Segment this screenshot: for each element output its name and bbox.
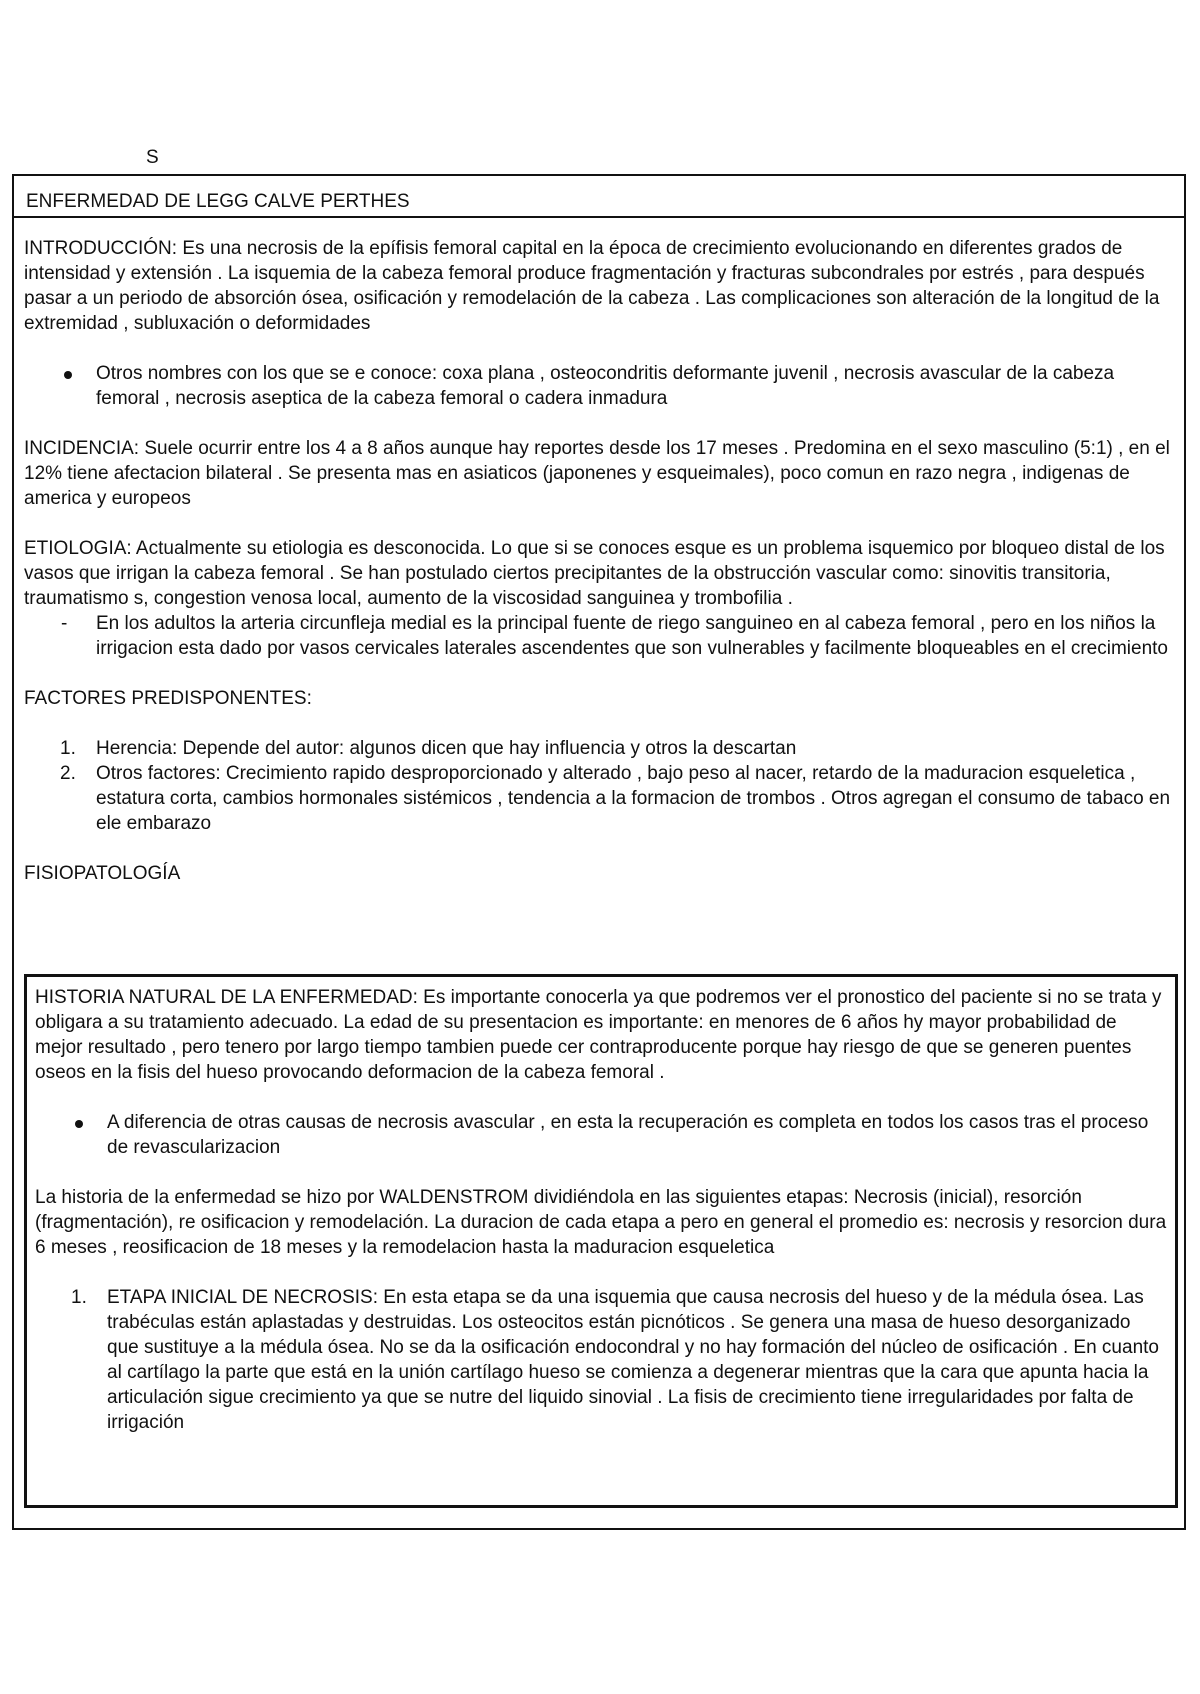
waldenstrom-paragraph: La historia de la enfermedad se hizo por WALDENSTROM dividiéndola en las siguientes etapas: Necrosis (inicial), resorción (fragmentación), re osificacion y remodelación. La duracion de cada etapa a pero en general el promedio es: necrosis y resorcion dura 6 meses , reosificacion de 18 meses y la remodelacion hasta la maduracion esqueletica — [35, 1187, 1167, 1258]
factor-item — [24, 761, 1180, 836]
historia-bullet-text: A diferencia de otras causas de necrosis avascular , en esta la recuperación es completa en todos los casos tras el proceso de revascularizacion — [107, 1112, 1149, 1158]
etiologia-dash-item — [24, 611, 1180, 661]
etiologia-paragraph: ETIOLOGIA: Actualmente su etiologia es desconocida. Lo que si se conoces esque es un problema isquemico por bloqueo distal de los vasos que irrigan la cabeza femoral . Se han postulado ciertos precipitantes de la obstrucción vascular como: sinovitis transitoria, traumatismo s, congestion venosa local, aumento de la viscosidad sanguinea y trombofilia . — [24, 538, 1165, 609]
introduccion-paragraph: INTRODUCCIÓN: Es una necrosis de la epífisis femoral capital en la época de crecimiento evolucionando en diferentes grados de intensidad y extensión . La isquemia de la cabeza femoral produce fragmentación y fracturas subcondrales por estrés , para después pasar a un periodo de absorción ósea, osificación y remodelación de la cabeza . Las complicaciones son alteración de la longitud de la extremidad , subluxación o deformidades — [24, 238, 1160, 334]
historia-bullet-item — [35, 1110, 1167, 1160]
historia-intro: HISTORIA NATURAL DE LA ENFERMEDAD: Es importante conocerla ya que podremos ver el pronostico del paciente si no se trata y obligara a su tratamiento adecuado. La edad de su presentacion es importante: en menores de 6 años hy mayor probabilidad de mejor resultado , pero tenero por largo tiempo tambien puede cer contraproducente porque hay riesgo de que se generen puentes oseos en la fisis del hueso provocando deformacion de la cabeza femoral . — [35, 987, 1162, 1083]
factores-heading: FACTORES PREDISPONENTES: — [24, 688, 312, 709]
factor-number: 1. — [60, 738, 76, 759]
otros-nombres-text: Otros nombres con los que se e conoce: coxa plana , osteocondritis deformante juvenil , necrosis avascular de la cabeza femoral , necrosis aseptica de la cabeza femoral o cadera inmadura — [96, 363, 1115, 409]
factor-text: Otros factores: Crecimiento rapido desproporcionado y alterado , bajo peso al nacer, retardo de la maduracion esqueletica , estatura corta, cambios hormonales sistémicos , tendencia a la formacion de trombos . Otros agregan el consumo de tabaco en ele embarazo — [96, 763, 1171, 834]
page-marker: S — [146, 147, 159, 168]
otros-nombres-item — [24, 361, 1180, 411]
etapa-item — [35, 1285, 1167, 1435]
bullet-icon — [64, 371, 72, 379]
dash-marker: - — [61, 613, 68, 634]
historia-natural-box — [24, 974, 1178, 1508]
factor-item — [24, 736, 1180, 761]
etapa-number: 1. — [71, 1287, 87, 1308]
incidencia-paragraph: INCIDENCIA: Suele ocurrir entre los 4 a 8 años aunque hay reportes desde los 17 meses . Predomina en el sexo masculino (5:1) , en el 12% tiene afectacion bilateral . Se presenta mas en asiaticos (japonenes y esqueimales), poco comun en razo negra , indigenas de america y europeos — [24, 438, 1170, 509]
factor-text: Herencia: Depende del autor: algunos dicen que hay influencia y otros la descartan — [96, 738, 797, 759]
etiologia-dash-text: En los adultos la arteria circunfleja medial es la principal fuente de riego sanguineo en al cabeza femoral , pero en los niños la irrigacion esta dado por vasos cervicales laterales ascendentes que son vulnerables y facilmente bloqueables en el crecimiento — [96, 613, 1168, 659]
document-title: ENFERMEDAD DE LEGG CALVE PERTHES — [14, 176, 1184, 218]
bullet-icon — [75, 1120, 83, 1128]
etapa-text: ETAPA INICIAL DE NECROSIS: En esta etapa se da una isquemia que causa necrosis del hueso y de la médula ósea. Las trabéculas están aplastadas y destruidas. Los osteocitos están picnóticos . Se genera una masa de hueso desorganizado que sustituye a la médula ósea. No se da la osificación endocondral y no hay formación del núcleo de osificación . En cuanto al cartílago la parte que está en la unión cartílago hueso se comienza a degenerar mientras que la cara que apunta hacia la articulación sigue crecimiento ya que se nutre del liquido sinovial . La fisis de crecimiento tiene irregularidades por falta de irrigación — [107, 1287, 1159, 1433]
document-content — [24, 236, 1180, 886]
factor-number: 2. — [60, 763, 76, 784]
document-frame — [12, 174, 1186, 1530]
fisiopatologia-heading: FISIOPATOLOGÍA — [24, 863, 181, 884]
